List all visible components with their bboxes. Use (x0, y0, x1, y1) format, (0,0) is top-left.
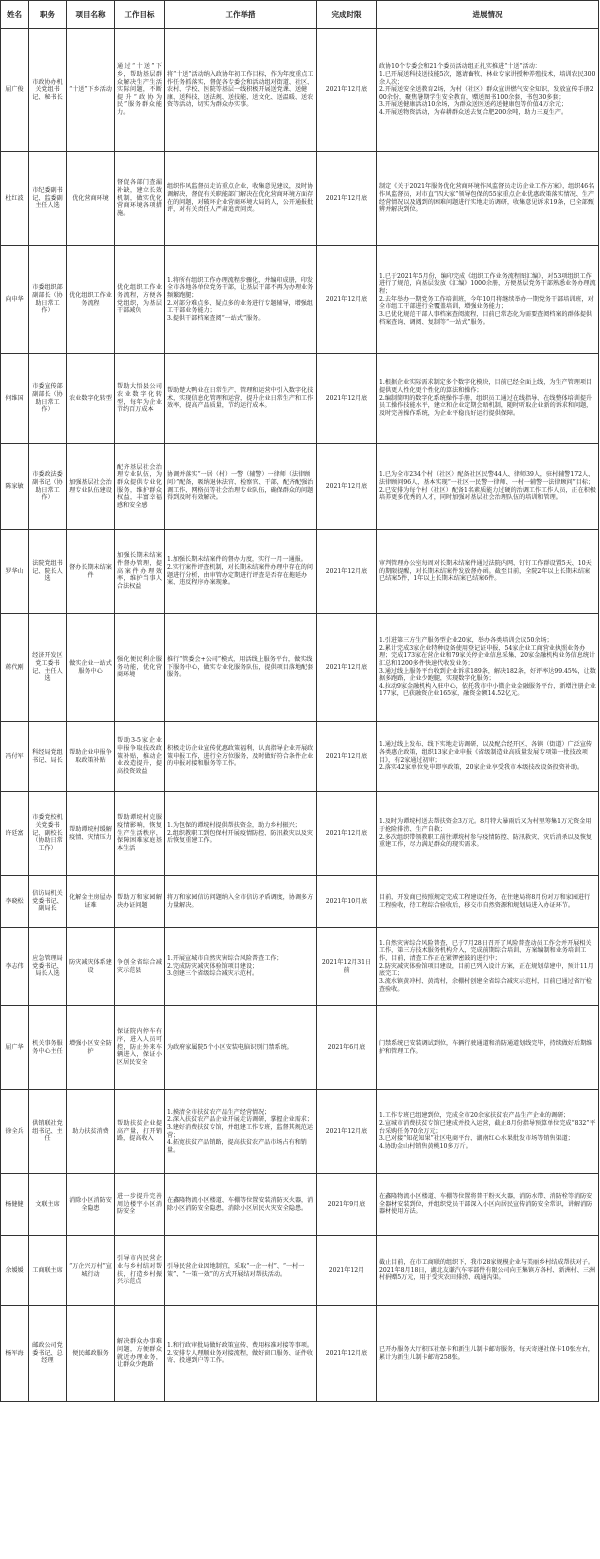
work-measures (165, 1006, 317, 1090)
measure-line: 推行“管委会+公司”模式，用活线上服务平台，做实线下服务中心，做实专业化服务队伍，提供项目落地配套服务。 (167, 656, 314, 679)
progress-status (377, 928, 599, 1006)
table-row (1, 444, 599, 530)
person-role: 机关事务服务中心主任 (29, 1006, 67, 1090)
deadline: 2021年12月底 (317, 354, 377, 444)
measure-line: 1.和行政审批局做好政策宣传、费用标准对接等事项。 (167, 1342, 313, 1350)
person-role: 市纪委副书记、监委副主任人选 (29, 152, 67, 246)
measure-line: 协调并落实“一居（村）一警（辅警）一律师（法律顾问）”配备，吸纳退休法官、检察官、干部，配齐配强治调工作、网格员等社会治理专业队伍，确保群众的问题得到及时有效解决。 (167, 471, 314, 502)
person-name: 杨健健 (1, 1174, 29, 1236)
progress-line: 1.工作专班已组建到位，完成全市20余家扶贫农产品生产企业的调研； (379, 1112, 570, 1120)
table-row (1, 246, 599, 354)
person-name: 许廷富 (1, 792, 29, 876)
measure-line: 2.深入扶贫农产品企业开展走访调研，掌握企业需求； (167, 1116, 313, 1124)
deadline: 2021年12月底 (317, 246, 377, 354)
person-name: 杜红波 (1, 152, 29, 246)
progress-line: 1.及时为谭垸村送去帮扶资金3万元。8月特大暴雨后又为村里筹集1万元资金用于抢险排涝、生产自救； (379, 818, 592, 833)
deadline: 2021年12月底 (317, 152, 377, 246)
work-measures (165, 928, 317, 1006)
person-role: 工商联主席 (29, 1236, 67, 1306)
work-goal: 配齐基层社会治理专业队伍，为群众提供专业化服务，维护群众权益，丰富幸福感和安全感 (115, 444, 165, 530)
progress-line: 1.引进第三方生产服务型企业20家，举办各类培训会议50余场； (379, 637, 553, 645)
table-row (1, 1236, 599, 1306)
work-measures (165, 722, 317, 792)
progress-line: 2.防灾减灾体验馆项目建设，目前已列入设计方案，正在规划草建中，预计11月底完工； (379, 962, 594, 978)
table-row (1, 29, 599, 152)
measure-line: 3.提供干部档案查阅“一站式”服务。 (167, 314, 265, 322)
measure-line: 1.摸清全市扶贫农产品生产经营情况； (167, 1108, 271, 1116)
measure-line: 1.将所有组织工作办理流程步骤化，并编印成册，印发全市各地各单位党务干部，让基层干部不再为办理业务频繁跑腿； (167, 276, 314, 299)
header-measures: 工作举措 (165, 1, 317, 29)
progress-line: 4.协助金山村销售黄桃10多万斤。 (379, 1142, 472, 1150)
work-measures (165, 246, 317, 354)
person-name: 屈广华 (1, 1006, 29, 1090)
person-role: 经济开发区党工委书记、主任人选 (29, 614, 67, 722)
deadline: 2021年12月底 (317, 722, 377, 792)
work-goal: 优化组织工作业务流程，方便各党组织，为基层干部减负 (115, 246, 165, 354)
table-row (1, 152, 599, 246)
project-name: 防灾减灾体系建设 (67, 928, 115, 1006)
progress-line: 门禁系统已安装调试到位，车辆行驶通道和消防通道划线完毕，持续做好后期维护和管理工作。 (379, 1039, 593, 1055)
progress-line: 2.落实42家单位免申即享政策，20家企业享受我市本级技改设备投资补助。 (379, 764, 584, 772)
measure-line: 为政府家属院5个小区安装电脑识别门禁系统。 (167, 1043, 293, 1051)
progress-line: 3.流水镇黄冲村、黄湾村，余棚村创建全省综合减灾示范村，目前已通过省厅检查验收。 (379, 977, 593, 993)
progress-line: 3.已优化规范干部人事档案查阅流程，目前已常态化为需要查阅档案的群体提供档案查询、调阅、复制等“一站式”服务。 (379, 310, 593, 326)
work-goal: 保证院内停车有序，进入人员可控，防止外来车辆进入，保证小区居民安全 (115, 1006, 165, 1090)
project-name: 优化营商环境 (67, 152, 115, 246)
work-measures (165, 1090, 317, 1174)
progress-line: 2.累计完成3家企业特种设备使用登记证申报、54家企业工商营业执照业务办理；完成173家在营企业和79家关停企业信息采集、20家金融机构业务信息统计汇总和1200多件快速代收发业务； (379, 644, 596, 667)
progress-status (377, 354, 599, 444)
measure-line: 将万和家园信访问题纳入全市信访矛盾调度，协调多方力量解决。 (167, 893, 314, 909)
table-row (1, 1306, 599, 1402)
work-measures (165, 152, 317, 246)
progress-status (377, 1306, 599, 1402)
progress-line: 已开办服务大厅积压社保卡和新生儿制卡邮寄服务，每天寄递社保卡10张左右，累计为新生儿制卡邮寄258张。 (379, 1345, 594, 1361)
work-goal: 帮助3-5家企业申报争取技改政策补贴，推动企业改造提升，提高投资效益 (115, 722, 165, 792)
measure-line: 在鑫隆物流小区楼道、车棚等位置安装消防灭火器，消除小区消防安全隐患，消除小区居民火灾安全隐患。 (167, 1196, 314, 1212)
deadline: 2021年12月底 (317, 1306, 377, 1402)
work-goal: 帮助大悟县公司农业数字化转型，每年为企业节约百万成本 (115, 354, 165, 444)
measure-line: 2.完成防灾减灾体验馆项目建设； (167, 962, 259, 970)
header-project: 项目名称 (67, 1, 115, 29)
progress-status (377, 246, 599, 354)
progress-line: 制定《关于2021年服务优化营商环境作风监督员走访企业工作方案》，组织46名作风监督员，对市直“四大家”领导包保的55家重点企业优惠政策落实情况、生产经营情况以及遇到的困难问题进行实地走访调研，收集意见诉求19条，已全部甄辨并解决到位。 (379, 183, 595, 214)
measure-line: 组织作风监督员走访重点企业，收集意见建议，及时协调解决，督促有关职能部门解决在优化营商环境方面存在的问题，对破坏企业营商环境大局的人，公开通报批评，对有关责任人严肃追责问责。 (167, 183, 314, 214)
progress-status (377, 152, 599, 246)
measure-line: 1.为包保的谭垸村提供帮扶资金，助力乡村振兴； (167, 822, 301, 830)
progress-line: 1.已为全市234个村（社区）配备社区民警44人、律师39人，驻村辅警172人、法律顾问96人，基本实现“一社区一民警一律师、一村一辅警一法律顾问”目标； (379, 471, 595, 486)
person-role: 市委宣传部副部长（协助日常工作） (29, 354, 67, 444)
progress-status (377, 444, 599, 530)
project-name: 助力扶贫消费 (67, 1090, 115, 1174)
deadline: 2021年12月底 (317, 29, 377, 152)
person-name: 冯付军 (1, 722, 29, 792)
person-role: 市委组织部副部长（协助日常工作） (29, 246, 67, 354)
measure-line: 1.加强长期未结案件的督办力度，实行一月一通报。 (167, 556, 307, 564)
project-name: “十送”下乡活动 (67, 29, 115, 152)
project-name: 做实企业一站式服务中心 (67, 614, 115, 722)
deadline: 2021年12月底 (317, 530, 377, 614)
project-name: 增强小区安全防护 (67, 1006, 115, 1090)
table-row (1, 876, 599, 928)
measure-line: 4.拓宽扶贫产品销路，提高扶贫农产品市场占有和销量。 (167, 1139, 307, 1154)
progress-status (377, 530, 599, 614)
person-role: 供销联社党组书记、主任 (29, 1090, 67, 1174)
person-role: 科经局党组书记、局长 (29, 722, 67, 792)
progress-line: 2.已安排为每个村（社区）配备1名素质能力过硬的治调工作工作人员，正在积极培养更多优秀的人才，同时加强对基层社会治理队伍的培训和管理。 (379, 486, 596, 502)
progress-status (377, 1174, 599, 1236)
deadline: 2021年12月底 (317, 614, 377, 722)
progress-status (377, 1090, 599, 1174)
progress-line: 1.自然灾害综合风险普查，已于7月28日召开了风险普查动员工作会并开展相关工作，第三方技术服务机构介入，完成前期综合培训、方案编制和业务培训工作，目前，清查工作正在紧锣密鼓的进行中； (379, 939, 592, 963)
progress-line: 目前，开发商已按照规定完成工程建设任务，在住建局将8月份对万和家园进行工程验收，待工程综合验收后，移交市自然资源和规划局进入办证环节。 (379, 893, 591, 909)
progress-status (377, 876, 599, 928)
header-name: 姓名 (1, 1, 29, 29)
measure-line: 2.对部分难点多、疑点多的业务进行专题辅导，增强组工干部业务能力； (167, 299, 313, 315)
measure-line: 3.建好消费扶贫专馆，并组建工作专班，监督其规范运营； (167, 1123, 313, 1139)
progress-status (377, 29, 599, 152)
measure-line: 帮助楚大鸭业在日常生产、管理和运营中引入数字化技术，实现信息化管理和运营，提升企业日常生产和工作效率，提高产品质量，节约运行成本。 (167, 387, 314, 410)
person-name: 余媛媛 (1, 1236, 29, 1306)
work-goal: 帮助谭垸村克服疫情影响，恢复生产生活秩序，保障困难家庭基本生活 (115, 792, 165, 876)
work-measures (165, 29, 317, 152)
header-progress: 进展情况 (377, 1, 599, 29)
person-role: 应急管理局党委书记、局长人选 (29, 928, 67, 1006)
progress-line: 1.通过线上发布、线下实地走访调研，以及配合经开区、各镇（街道）广泛宣传各类惠企政策，组织13家企业申报《省级制造业高质量发展专项第一批技改项目》，有2家通过初审； (379, 741, 593, 764)
project-name: 加强基层社会治理专业队伍建设 (67, 444, 115, 530)
progress-status (377, 614, 599, 722)
measure-line: 引导民营企业因地制宜，采取“一企一村”、“一村一策”、“一策一效”的方式开展结对帮扶活动。 (167, 1262, 305, 1278)
person-name: 陈家敏 (1, 444, 29, 530)
work-measures (165, 1236, 317, 1306)
table-row (1, 928, 599, 1006)
deadline: 2021年10月底 (317, 876, 377, 928)
person-name: 李志伟 (1, 928, 29, 1006)
work-measures (165, 876, 317, 928)
person-name: 罗华山 (1, 530, 29, 614)
project-name: 优化组织工作业务流程 (67, 246, 115, 354)
deadline: 2021年12月 (317, 1236, 377, 1306)
person-role: 邮政公司党委书记、总经理 (29, 1306, 67, 1402)
progress-line: 4.拉动9家金融机构入驻中心，依托我市中小微企业金融服务平台，新增注册企业177家，已获融资企业165家，融资金额14.52亿元。 (379, 682, 596, 698)
progress-line: 1.已于2021年5月份，编印完成《组织工作业务流程图汇编》，对53项组织工作进行了规范，向基层发放《汇编》1000余册，方便基层党务干部熟悉业务办理流程； (379, 272, 596, 296)
measure-line: 2.实行案件评查机制，对长期未结案件办理中存在的问题进行分析，由审管办定期进行评查是否存在拖延办案、违反程序办案现象。 (167, 563, 313, 587)
project-name: 帮助企业申报争取政策补贴 (67, 722, 115, 792)
progress-line: 2.编制简明的数字化系统操作手册，组织员工通过在线指导、在线整体培训提升员工操作技能水平，建立和企业定期会晤机制，随时听取企业新的诉求和问题，及时完善操作系统，为企业平稳良好运行提供保障。 (379, 394, 593, 417)
measure-line: 2.组织教职工到包保村开展疫情防控、防汛救灾以及灾后恢复重建工作。 (167, 829, 313, 845)
progress-line: 4.开展送物资活动，为春耕群众送去复合肥200余吨，助力三夏生产。 (379, 109, 568, 117)
measure-line: 积极走访企业宣传优惠政策福利，认真指导企业开展政策申报工作，进行全方位服务，及时做好符合条件企业的申报对接和服务等工作。 (167, 745, 314, 768)
progress-line: 3.开展送健康活动10余场，为群众送医送药送健康包等价值4万余元； (379, 101, 568, 109)
deadline: 2021年9月底 (317, 1174, 377, 1236)
person-name: 蒋代刚 (1, 614, 29, 722)
work-goal: 通过“十送”下乡，帮助基层群众解决生产生活实际问题，不断提升“政协为民”服务群众能力。 (115, 29, 165, 152)
work-goal: 帮助万和家园解决办证问题 (115, 876, 165, 928)
person-role: 市委政法委副书记（协助日常工作） (29, 444, 67, 530)
header-role: 职务 (29, 1, 67, 29)
progress-status (377, 792, 599, 876)
measure-line: 将“十送”活动纳入政协年初工作目标，作为年度重点工作任务抓落实，督促各专委会和活动组对街道、社区、农村、学校、医院等基层一线积极开展送党课、送健康、送科技、送法规、送技能、送文化、送温暖、送农资等活动，切实为群众办实事。 (167, 70, 314, 109)
progress-line: 政协10个专委会和21个委员活动组正扎实推进“十送”活动： (379, 63, 541, 71)
person-role: 市委党校机关党委书记、副校长（协助日常工作） (29, 792, 67, 876)
table-row (1, 1090, 599, 1174)
work-measures (165, 792, 317, 876)
deadline: 2021年6月底 (317, 1006, 377, 1090)
work-goal: 争创全省综合减灾示范县 (115, 928, 165, 1006)
progress-line: 审判管理办公室每周对长期未结案件通过法院内网、钉钉工作群设置5天、10天的期限提醒，对长期未结案件发放督办函。截至目前，全院2年以上长期未结案已结案5件，1年以上长期未结案已结案6件。 (379, 560, 592, 583)
person-role: 信访局机关党委书记、副局长 (29, 876, 67, 928)
project-name: 督办长期未结案件 (67, 530, 115, 614)
work-goal: 引导市内民营企业与乡村结对帮扶，打造乡村振兴示范点 (115, 1236, 165, 1306)
progress-status (377, 722, 599, 792)
progress-line: 1.已开展送科技送技能5次，邀请畜牧、林业专家讲授种养殖技术，培训农民300余人次； (379, 70, 596, 86)
person-name: 李晓松 (1, 876, 29, 928)
progress-line: 3.已对接“知花知果”社区电商平台、湖南红心水果批发市场等销售渠道； (379, 1135, 574, 1143)
project-name: 农业数字化转型 (67, 354, 115, 444)
table-row (1, 792, 599, 876)
person-role: 市政协办机关党组书记、秘书长 (29, 29, 67, 152)
deadline: 2021年12月底 (317, 792, 377, 876)
progress-line: 2.宣城市消费扶贫专馆已建成并投入运营，截止8月份指导预算单位完成“832”平台采购任务70余万元； (379, 1120, 596, 1135)
table-row (1, 1174, 599, 1236)
progress-line: 2.去年举办一期党务工作培训班，今年10月将继续举办一期党务干部培训班，对全市组工干部进行全覆盖培训，增强业务能力； (379, 295, 594, 311)
table-row (1, 354, 599, 444)
work-goal: 帮助扶贫企业提高产量，打开销路，提高收入 (115, 1090, 165, 1174)
table-body (1, 29, 599, 1402)
person-name: 杨军海 (1, 1306, 29, 1402)
deadline: 2021年12月底 (317, 1090, 377, 1174)
measure-line: 2.安排专人理顺业务对接流程，做好窗口服务、证件收寄、投递到户等工作。 (167, 1349, 313, 1365)
work-goal: 加强长期未结案件督办管理，提高案件办理效率，维护当事人合法权益 (115, 530, 165, 614)
work-measures (165, 530, 317, 614)
person-role: 法院党组书记、院长人选 (29, 530, 67, 614)
project-name: 帮助谭垸村缓解疫情、灾情压力 (67, 792, 115, 876)
measure-line: 3.创建三个省级综合减灾示范村。 (167, 970, 259, 978)
table-row (1, 722, 599, 792)
person-name: 徐全兵 (1, 1090, 29, 1174)
deadline: 2021年12月31日前 (317, 928, 377, 1006)
work-goal: 进一步提升完善周边楼宇小区消防安全 (115, 1174, 165, 1236)
work-measures (165, 1174, 317, 1236)
person-name: 何维国 (1, 354, 29, 444)
progress-line: 2.开展送安全送教育2场，为村（社区）群众宣讲燃气安全知识，发放宣传手册200余份，聚焦暑期学生安全教育，赠送图书100余套，书包30多套； (379, 86, 594, 101)
progress-line: 3.通过线上服务平台收到企业诉求189条，解决182条，好评率达99.45%，让数据多跑路，企业少跑腿，实现数字化服务； (379, 667, 596, 683)
progress-line: 1.根据企业实际需求制定多个数字化模块，目前已经全面上线，为生产管理项目提供更人性化更个性化的算法和操作； (379, 379, 593, 395)
table-row (1, 1006, 599, 1090)
table-row (1, 614, 599, 722)
header-due: 完成时限 (317, 1, 377, 29)
table-row (1, 530, 599, 614)
project-name: “万企兴万村”宣城行动 (67, 1236, 115, 1306)
header-goal: 工作目标 (115, 1, 165, 29)
header-row (1, 1, 599, 29)
progress-status (377, 1006, 599, 1090)
progress-line: 2.多次组织带领教职工前往谭垸村参与疫情防控、防汛救灾、灾后消杀以及恢复重建工作，尽力满足群众的现实需求。 (379, 833, 593, 849)
progress-line: 在鑫隆物流小区楼道、车棚等位置将普干粉灭火器，消防水带、消防栓等消防安全器材安装到位，并组织党员干部深入小区向居民宣传消防安全常识，讲解消防器材使用方法。 (379, 1193, 593, 1216)
project-name: 化解金主房屋办证难 (67, 876, 115, 928)
work-goal: 强化便民利企服务功能，优化营商环境 (115, 614, 165, 722)
measure-line: 1.开展宣城市自然灾害综合风险普查工作； (167, 955, 283, 963)
project-name: 便民邮政服务 (67, 1306, 115, 1402)
person-name: 屈广俊 (1, 29, 29, 152)
work-goal: 督促各部门查漏补缺，建立长效机制，做实优化营商环境各项措施。 (115, 152, 165, 246)
person-name: 向申华 (1, 246, 29, 354)
work-measures (165, 1306, 317, 1402)
work-measures (165, 354, 317, 444)
work-measures (165, 444, 317, 530)
project-name: 消除小区消防安全隐患 (67, 1174, 115, 1236)
person-role: 文联主席 (29, 1174, 67, 1236)
progress-status (377, 1236, 599, 1306)
work-measures (165, 614, 317, 722)
progress-line: 截止目前，在市工商联的组织下，我市28家规模企业与美丽乡村结成帮扶对子。2021年8月18日，湖北友谦汽车零部件有限公司向王集镇方各村、新洲村、三洲村捐赠5万元，用于受灾农田排涝、疏通沟渠。 (379, 1259, 596, 1282)
deadline: 2021年12月底 (317, 444, 377, 530)
work-goal: 解决群众办事难问题，方便群众就近办理业务，让群众少跑路 (115, 1306, 165, 1402)
